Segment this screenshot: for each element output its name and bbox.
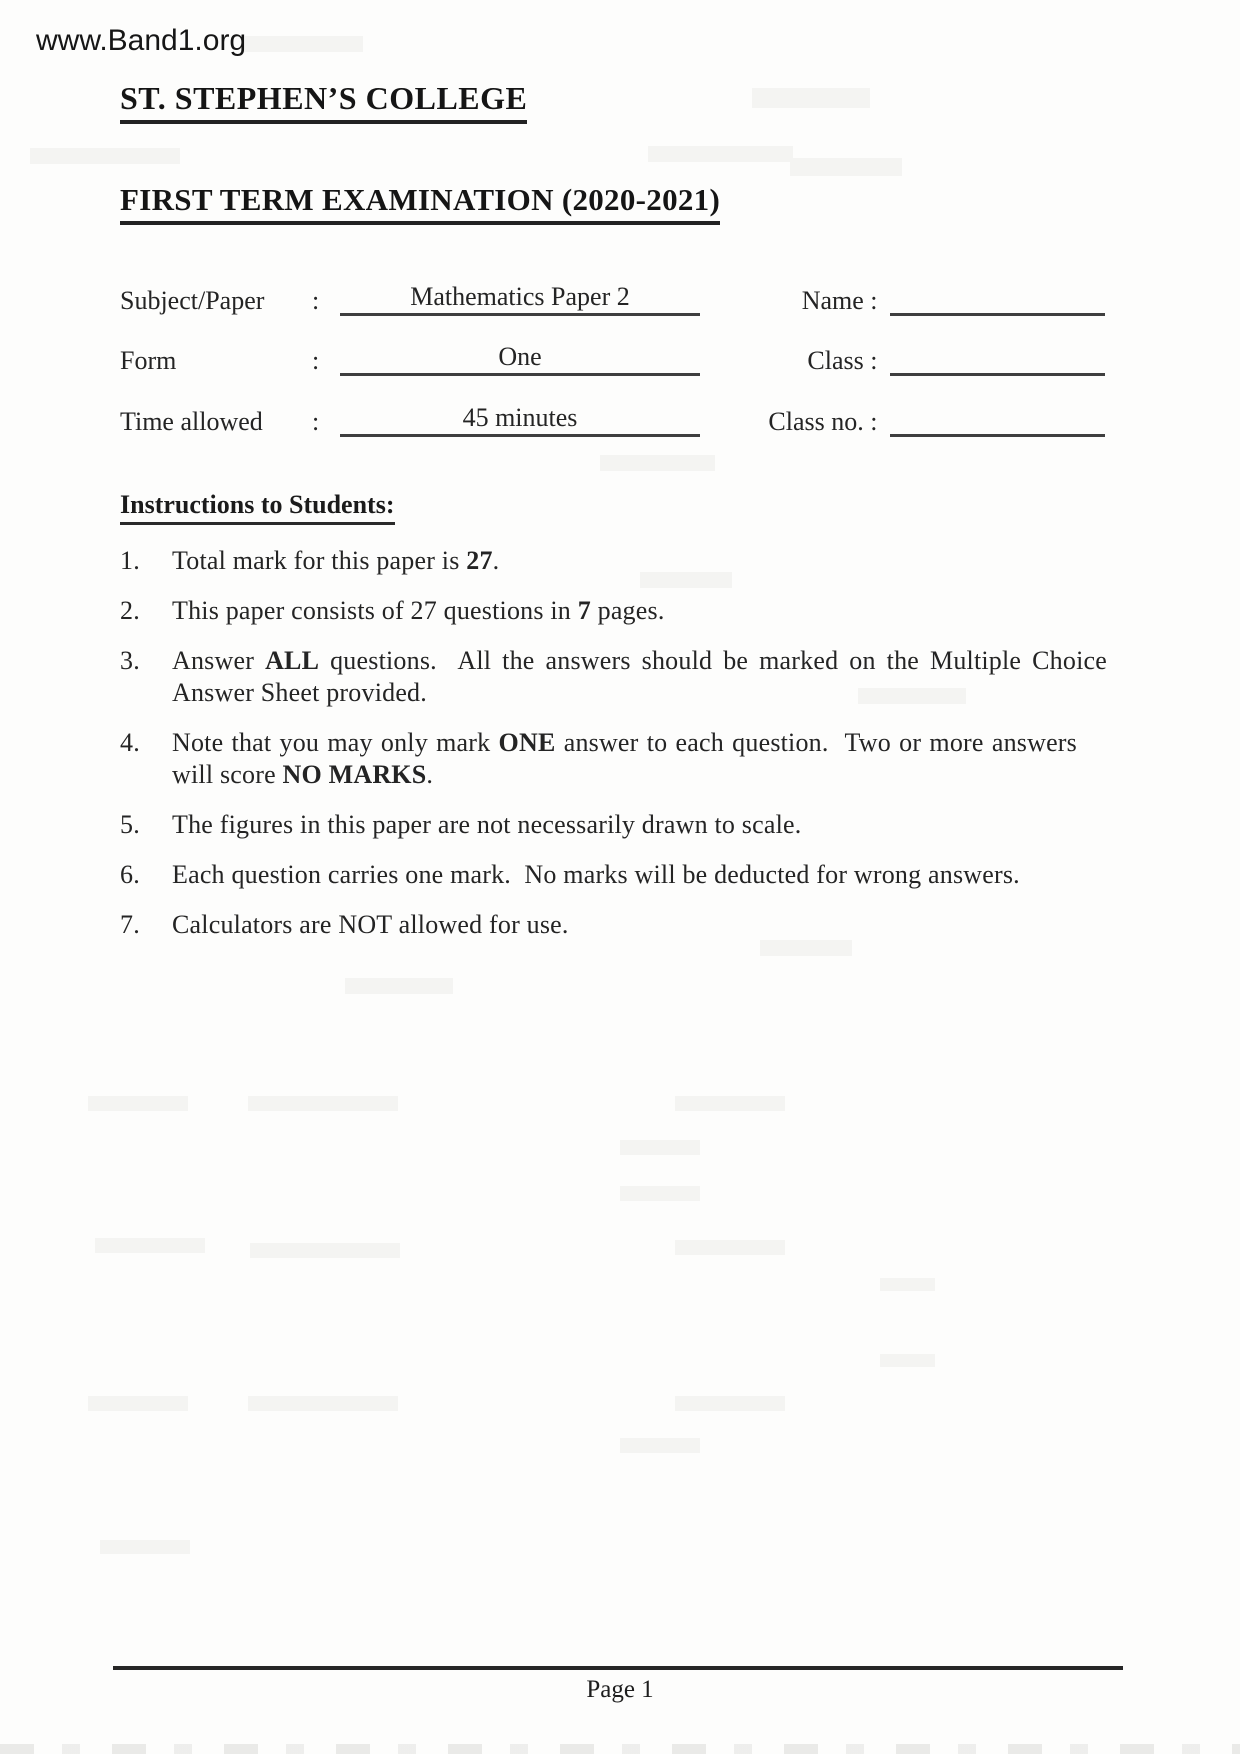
scan-artifact [880, 1354, 935, 1367]
footer-rule [113, 1666, 1123, 1670]
scan-artifact [248, 1396, 398, 1411]
exam-title-text: FIRST TERM EXAMINATION (2020-2021) [120, 182, 720, 225]
item-number: 5. [120, 810, 140, 839]
item-number: 2. [120, 596, 140, 625]
name-label: Name : [801, 286, 884, 315]
instruction-item-3 [120, 645, 1120, 709]
class-no-blank-line [890, 404, 1105, 437]
scan-artifact [648, 146, 793, 162]
subject-value: Mathematics Paper 2 [340, 282, 700, 316]
scan-artifact [243, 36, 363, 52]
scan-artifact [620, 1438, 700, 1453]
subject-row [120, 276, 1105, 316]
scan-artifact [675, 1096, 785, 1111]
instructions-heading [120, 490, 395, 525]
form-value: One [340, 342, 700, 376]
subject-label: Subject/Paper [120, 286, 265, 315]
instructions-heading-text: Instructions to Students: [120, 490, 395, 525]
school-name-text: ST. STEPHEN’S COLLEGE [120, 80, 527, 124]
time-allowed-colon: : [312, 407, 320, 436]
item-text: This paper consists of 27 questions in 7 pages. [172, 596, 665, 625]
scan-artifact [95, 1238, 205, 1253]
school-name-title [120, 80, 527, 124]
item-number: 4. [120, 728, 140, 757]
instruction-item-4 [120, 727, 1120, 791]
form-row [120, 336, 1105, 376]
subject-colon: : [312, 286, 320, 315]
form-label: Form [120, 346, 177, 375]
instruction-item-1 [120, 545, 1120, 577]
time-allowed-label: Time allowed [120, 407, 263, 436]
class-no-label: Class no. : [768, 407, 884, 436]
instructions-list [120, 545, 1120, 959]
scan-artifact [30, 148, 180, 164]
scan-artifact [600, 455, 715, 471]
scan-artifact [100, 1540, 190, 1554]
name-blank-line [890, 283, 1105, 316]
exam-title [120, 182, 720, 225]
item-text: Total mark for this paper is 27. [172, 546, 500, 575]
name-field [802, 283, 1105, 316]
scan-edge-band [0, 1744, 1240, 1754]
scan-artifact [250, 1243, 400, 1258]
item-text: Calculators are NOT allowed for use. [172, 910, 569, 939]
scan-artifact [88, 1396, 188, 1411]
time-row [120, 397, 1105, 437]
class-no-field [768, 404, 1105, 437]
scan-artifact [880, 1278, 935, 1291]
instruction-item-6 [120, 859, 1120, 891]
time-allowed-value: 45 minutes [340, 403, 700, 437]
item-number: 6. [120, 860, 140, 889]
item-text: Answer ALL questions. All the answers should be marked on the Multiple Choice Answer Sheet provided. [172, 646, 1113, 707]
scan-artifact [620, 1186, 700, 1201]
item-number: 1. [120, 546, 140, 575]
item-number: 7. [120, 910, 140, 939]
instruction-item-2 [120, 595, 1120, 627]
class-field [807, 343, 1105, 376]
scan-artifact [248, 1096, 398, 1111]
scan-artifact [790, 158, 902, 176]
item-text: Note that you may only mark ONE answer to each question. Two or more answers will score NO MARKS. [172, 728, 1084, 789]
scan-artifact [675, 1396, 785, 1411]
scan-artifact [345, 978, 453, 994]
page-number: Page 1 [586, 1676, 654, 1703]
scan-artifact [88, 1096, 188, 1111]
form-colon: : [312, 346, 320, 375]
scan-artifact [675, 1240, 785, 1255]
instruction-item-7 [120, 909, 1120, 941]
item-number: 3. [120, 646, 140, 675]
scan-artifact [752, 88, 870, 108]
item-text: The figures in this paper are not necessarily drawn to scale. [172, 810, 802, 839]
scan-artifact [620, 1140, 700, 1155]
item-text: Each question carries one mark. No marks will be deducted for wrong answers. [172, 860, 1020, 889]
class-blank-line [890, 343, 1105, 376]
site-watermark: www.Band1.org [36, 24, 247, 57]
class-label: Class : [807, 346, 884, 375]
instruction-item-5 [120, 809, 1120, 841]
